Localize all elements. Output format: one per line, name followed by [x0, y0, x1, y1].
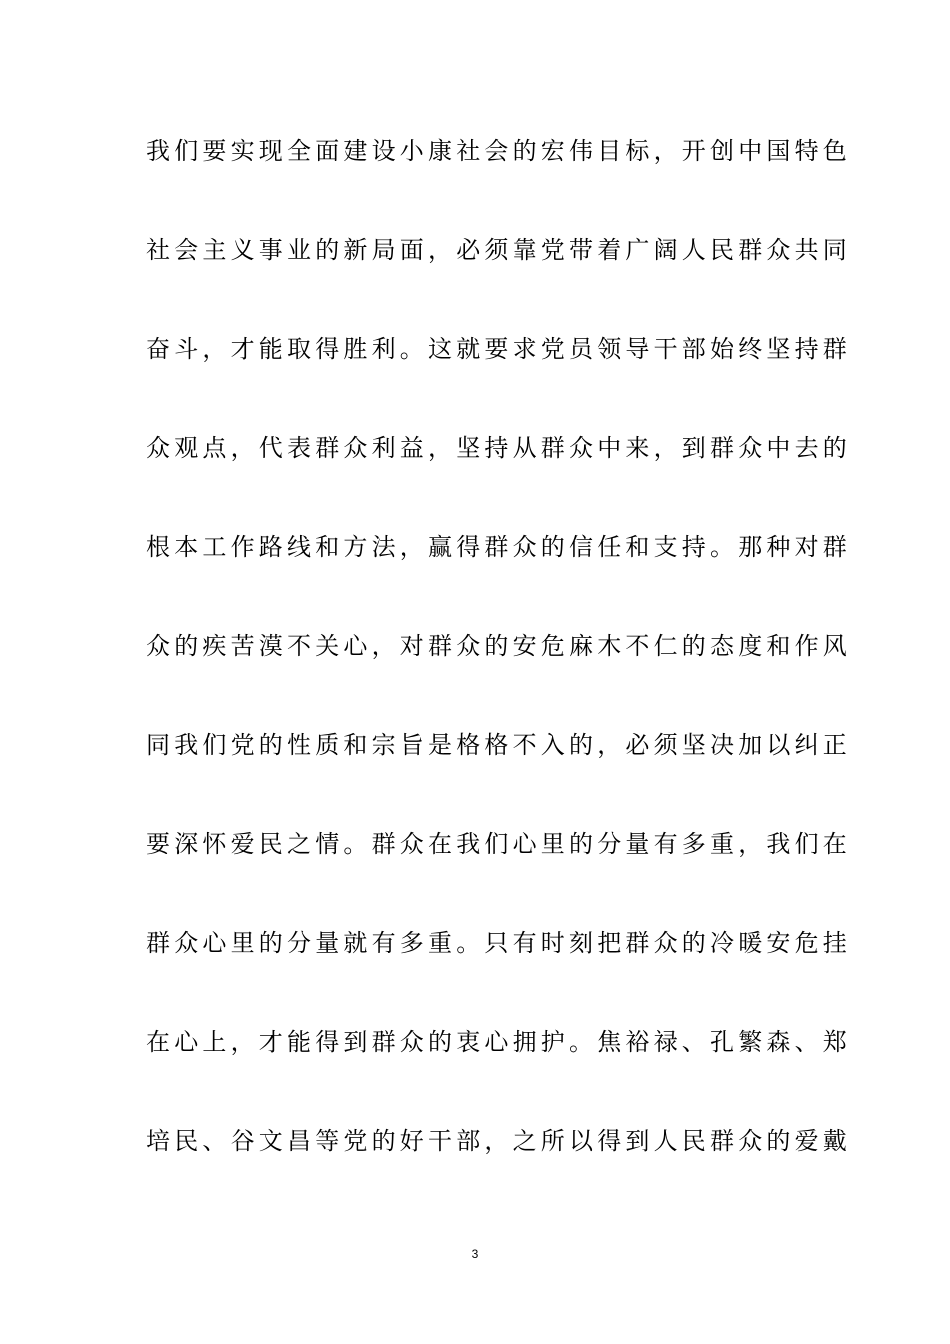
- body-text: [146, 131, 851, 1220]
- text-line: 众观点，代表群众利益，坚持从群众中来，到群众中去的: [146, 434, 851, 462]
- page-number: 3: [471, 1247, 479, 1261]
- text-line: 社会主义事业的新局面，必须靠党带着广阔人民群众共同: [146, 236, 851, 264]
- text-line: 根本工作路线和方法，赢得群众的信任和支持。那种对群: [146, 533, 851, 561]
- text-line: 奋斗，才能取得胜利。这就要求党员领导干部始终坚持群: [146, 335, 851, 363]
- text-line: 众的疾苦漠不关心，对群众的安危麻木不仁的态度和作风: [146, 632, 851, 660]
- text-line: 我们要实现全面建设小康社会的宏伟目标，开创中国特色: [146, 137, 851, 165]
- text-line: 培民、谷文昌等党的好干部，之所以得到人民群众的爱戴: [146, 1127, 851, 1155]
- text-line: 群众心里的分量就有多重。只有时刻把群众的冷暖安危挂: [146, 929, 851, 957]
- text-line: 在心上，才能得到群众的衷心拥护。焦裕禄、孔繁森、郑: [146, 1028, 851, 1056]
- text-line: 要深怀爱民之情。群众在我们心里的分量有多重，我们在: [146, 830, 851, 858]
- text-line: 同我们党的性质和宗旨是格格不入的，必须坚决加以纠正: [146, 731, 851, 759]
